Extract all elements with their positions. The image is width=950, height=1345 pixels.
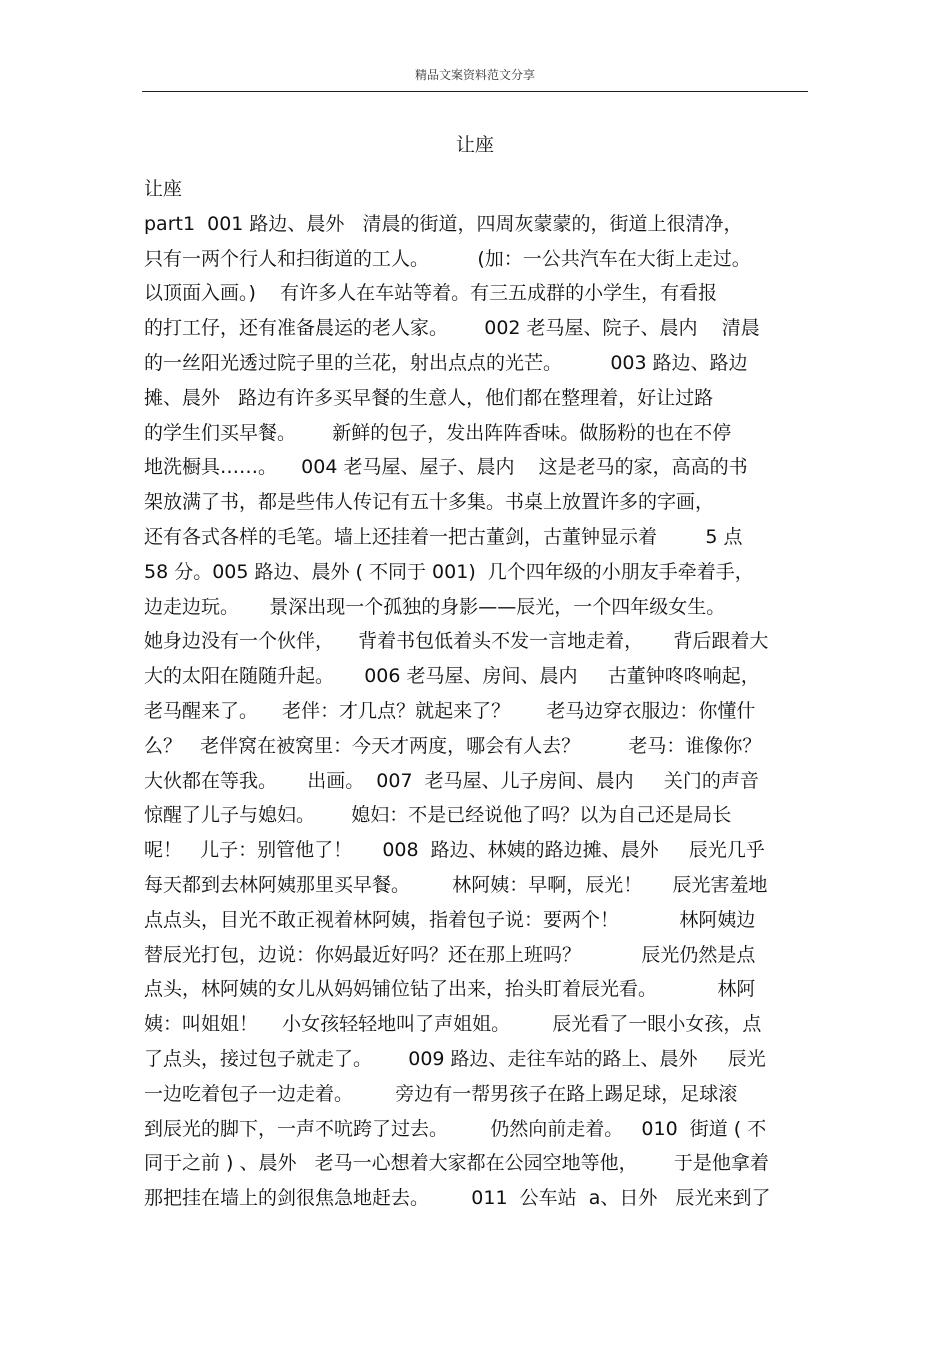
body-line: 到辰光的脚下，一声不吭跨了过去。 仍然向前走着。 010 街道 ( 不 [144, 1117, 767, 1140]
body-line: 以顶面入画。) 有许多人在车站等着。有三五成群的小学生，有看报 [144, 282, 718, 305]
body-line: 么？ 老伴窝在被窝里：今天才两度，哪会有人去？ 老马：谁像你？ [144, 734, 762, 757]
header-divider [142, 91, 808, 92]
body-line: 大伙都在等我。 出画。 007 老马屋、儿子房间、晨内 关门的声音 [144, 769, 759, 792]
body-line: 一边吃着包子一边走着。 旁边有一帮男孩子在路上踢足球，足球滚 [144, 1082, 738, 1105]
body-line: 的学生们买早餐。 新鲜的包子，发出阵阵香味。做肠粉的也在不停 [144, 421, 732, 444]
body-line: 她身边没有一个伙伴， 背着书包低着头不发一言地走着， 背后跟着大 [144, 630, 769, 653]
body-line: 了点头，接过包子就走了。 009 路边、走往车站的路上、晨外 辰光 [144, 1047, 766, 1070]
body-line: 那把挂在墙上的剑很焦急地赶去。 011 公车站 a、日外 辰光来到了 [144, 1187, 771, 1210]
body-line: 呢！ 儿子：别管他了！ 008 路边、林姨的路边摊、晨外 辰光几乎 [144, 839, 765, 862]
body-line: 点点头，目光不敢正视着林阿姨，指着包子说：要两个！ 林阿姨边 [144, 908, 756, 931]
body-line: 让座 [144, 178, 183, 200]
body-line: 58 分。005 路边、晨外 ( 不同于 001) 几个四年级的小朋友手牵着手， [144, 560, 754, 583]
body-line: 摊、晨外 路边有许多买早餐的生意人，他们都在整理着，好让过路 [144, 386, 714, 409]
body-line: 架放满了书，都是些伟人传记有五十多集。书桌上放置许多的字画， [144, 491, 715, 514]
body-line: 同于之前 ) 、晨外 老马一心想着大家都在公园空地等他， 于是他拿着 [144, 1152, 769, 1175]
document-title: 让座 [455, 134, 494, 156]
document-body [144, 172, 814, 1216]
body-line: 还有各式各样的毛笔。墙上还挂着一把古董剑，古董钟显示着 5 点 [144, 525, 743, 548]
body-line: 老马醒来了。 老伴：才几点？就起来了？ 老马边穿衣服边：你懂什 [144, 699, 756, 722]
body-line: part1 001 路边、晨外 清晨的街道，四周灰蒙蒙的，街道上很清净， [144, 212, 743, 235]
page-header-text: 精品文案资料范文分享 [414, 68, 535, 82]
body-line: 的一丝阳光透过院子里的兰花，射出点点的光芒。 003 路边、路边 [144, 351, 748, 374]
body-line: 点头，林阿姨的女儿从妈妈铺位钻了出来，抬头盯着辰光看。 林阿 [144, 978, 756, 1001]
body-line: 惊醒了儿子与媳妇。 媳妇：不是已经说他了吗？以为自己还是局长 [144, 804, 732, 827]
body-line: 边走边玩。 景深出现一个孤独的身影——辰光，一个四年级女生。 [144, 595, 726, 618]
body-line: 只有一两个行人和扫街道的工人。 (加：一公共汽车在大街上走过。 [144, 247, 751, 270]
body-line: 每天都到去林阿姨那里买早餐。 林阿姨：早啊，辰光！ 辰光害羞地 [144, 873, 768, 896]
body-line: 的打工仔，还有准备晨运的老人家。 002 老马屋、院子、晨内 清晨 [144, 317, 760, 340]
body-line: 地洗橱具……。 004 老马屋、屋子、晨内 这是老马的家，高高的书 [144, 456, 748, 479]
body-line: 替辰光打包，边说：你妈最近好吗？还在那上班吗？ 辰光仍然是点 [144, 943, 756, 966]
body-line: 姨：叫姐姐！ 小女孩轻轻地叫了声姐姐。 辰光看了一眼小女孩，点 [144, 1013, 762, 1036]
body-line: 大的太阳在随随升起。 006 老马屋、房间、晨内 古董钟咚咚响起， [144, 665, 760, 688]
